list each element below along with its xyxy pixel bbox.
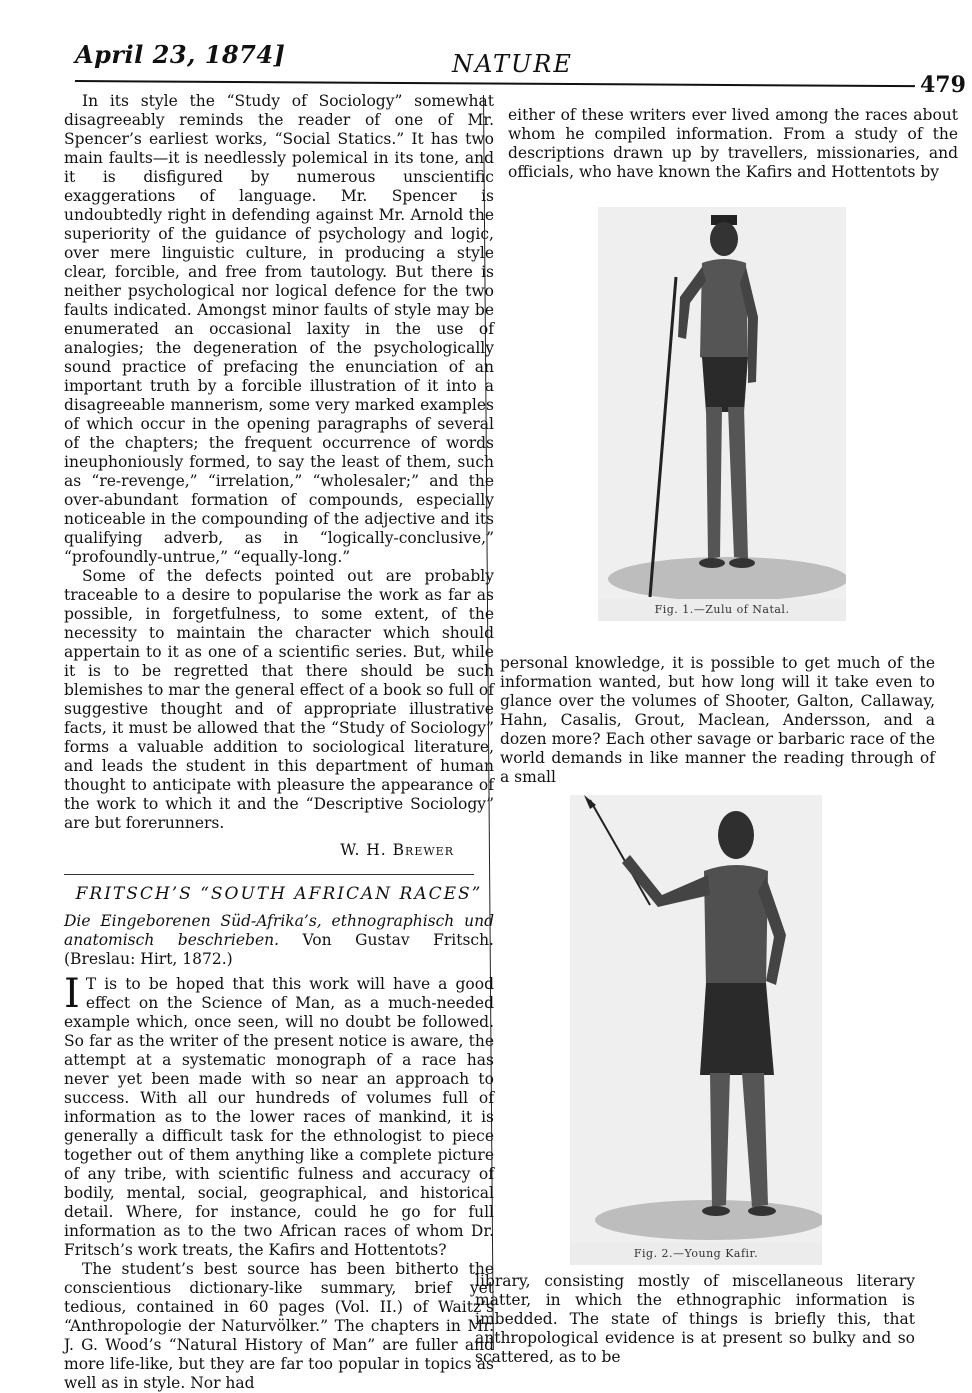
figure-1-caption: Fig. 1.—Zulu of Natal. xyxy=(598,599,846,621)
figure-1 xyxy=(598,207,846,623)
figure-1-illustration xyxy=(598,207,846,601)
article-paragraph-2: The student’s best source has been bitherto the conscientious dictionary-like summary, brief yet tedious, contained in 60 pages (Vol. II.) of Waitz’s “Anthropologie der Naturvölker.” The chapters in Mr. J. G. Wood’s “Natural History of Man” are fuller and more life-like, but they are far too popular in topics as well as in style. Nor had xyxy=(64,1260,494,1392)
right-paragraph-1: either of these writers ever lived among the races about whom he compiled information. From a study of the descriptions drawn up by travellers, missionaries, and officials, who have known the Kafirs and Hottentots by xyxy=(508,106,958,181)
figure-2-illustration xyxy=(570,795,822,1245)
right-paragraph-2: personal knowledge, it is possible to get much of the information wanted, but how long will it take even to glance over the volumes of Shooter, Galton, Callaway, Hahn, Casalis, Grout, Maclean, Andersson, and a dozen more? Each other savage or barbaric race of the world demands in like manner the reading through of a small xyxy=(500,654,935,786)
figure-2-caption: Fig. 2.—Young Kafir. xyxy=(570,1243,822,1265)
right-column-top xyxy=(508,106,958,182)
review-signature: W. H. Brewer xyxy=(340,841,454,859)
drop-cap: I xyxy=(64,971,80,1017)
kafir-figure-engraving xyxy=(570,795,822,1245)
right-column-bottom xyxy=(475,1272,915,1367)
article-paragraph-1 xyxy=(64,971,494,1260)
article-subtitle xyxy=(64,912,494,969)
right-paragraph-3: library, consisting mostly of miscellaneous literary matter, in which the ethnographic information is imbedded. The state of things is briefly this, that anthropological evidence is at present so bulky and so scattered, as to be xyxy=(475,1272,915,1366)
zulu-figure-engraving xyxy=(598,207,846,601)
left-column xyxy=(64,92,494,1393)
article-paragraph-1-text: T is to be hoped that this work will have a good effect on the Science of Man, as a much-needed example which, once seen, will no doubt be followed. So far as the writer of the present notice is aware, the attempt at a systematic monograph of a race has never yet been made with so near an approach to success. With all our hundreds of volumes full of information as to the lower races of mankind, it is generally a difficult task for the ethnologist to piece together out of them anything like a complete picture of any tribe, with scientific fulness and accuracy of bodily, mental, social, geographical, and historical detail. Where, for instance, could he go for full information as to the two African races of whom Dr. Fritsch’s work treats, the Kafirs and Hottentots? xyxy=(64,975,494,1259)
issue-date: April 23, 1874] xyxy=(75,40,286,69)
review-paragraph-2: Some of the defects pointed out are probably traceable to a desire to popularise the work as far as possible, in forgetfulness, to some extent, of the necessity to maintain the character which should appertain to it as one of a scientific series. But, while it is to be regretted that there should be such blemishes to mar the general effect of a book so full of suggestive thought and of appropriate illustrative facts, it must be allowed that the “Study of Sociology” forms a valuable addition to sociological literature, and leads the student in this department of human thought to anticipate with pleasure the appearance of the work to which it and the “Descriptive Sociology” are but forerunners. xyxy=(64,567,494,832)
review-paragraph-1: In its style the “Study of Sociology” somewhat disagreeably reminds the reader of one of Mr. Spencer’s earliest works, “Social Statics.” It has two main faults—it is needlessly polemical in its tone, and it is disfigured by numerous unscientific exaggerations of language. Mr. Spencer is undoubtedly right in defending against Mr. Arnold the superiority of the guidance of psychology and logic, over mere linguistic culture, in producing a style clear, forcible, and free from tautology. But there is neither psychological nor logical defence for the two faults indicated. Amongst minor faults of style may be enumerated an occasional laxity in the use of analogies; the degeneration of the psychologically sound practice of prefacing the enunciation of an important truth by a forcible illustration of it into a disagreeable mannerism, some very marked examples of which occur in the opening paragraphs of several of the chapters; the frequent occurrence of words ineuphoniously formed, to say the least of them, such as “re-revenge,” “irrelation,” “wholesaler;” and the over-abundant formation of compounds, especially noticeable in the compounding of the adjective and its qualifying adverb, as in “logically-conclusive,” “profoundly-untrue,” “equally-long.” xyxy=(64,92,494,566)
figure-2 xyxy=(570,795,822,1267)
right-column-middle xyxy=(500,654,935,787)
article-subtitle-rest: Von Gustav Fritsch. (Breslau: Hirt, 1872.) xyxy=(64,931,494,968)
header-rule xyxy=(75,80,915,87)
section-rule xyxy=(64,874,474,875)
article-subtitle-italic: Die Eingeborenen Süd-Afrika’s, ethnographisch und anatomisch beschrieben. xyxy=(64,912,494,949)
page-number: 479 xyxy=(920,72,966,98)
journal-title: NATURE xyxy=(452,50,573,78)
article-title: FRITSCH’S “SOUTH AFRICAN RACES” xyxy=(75,884,483,904)
